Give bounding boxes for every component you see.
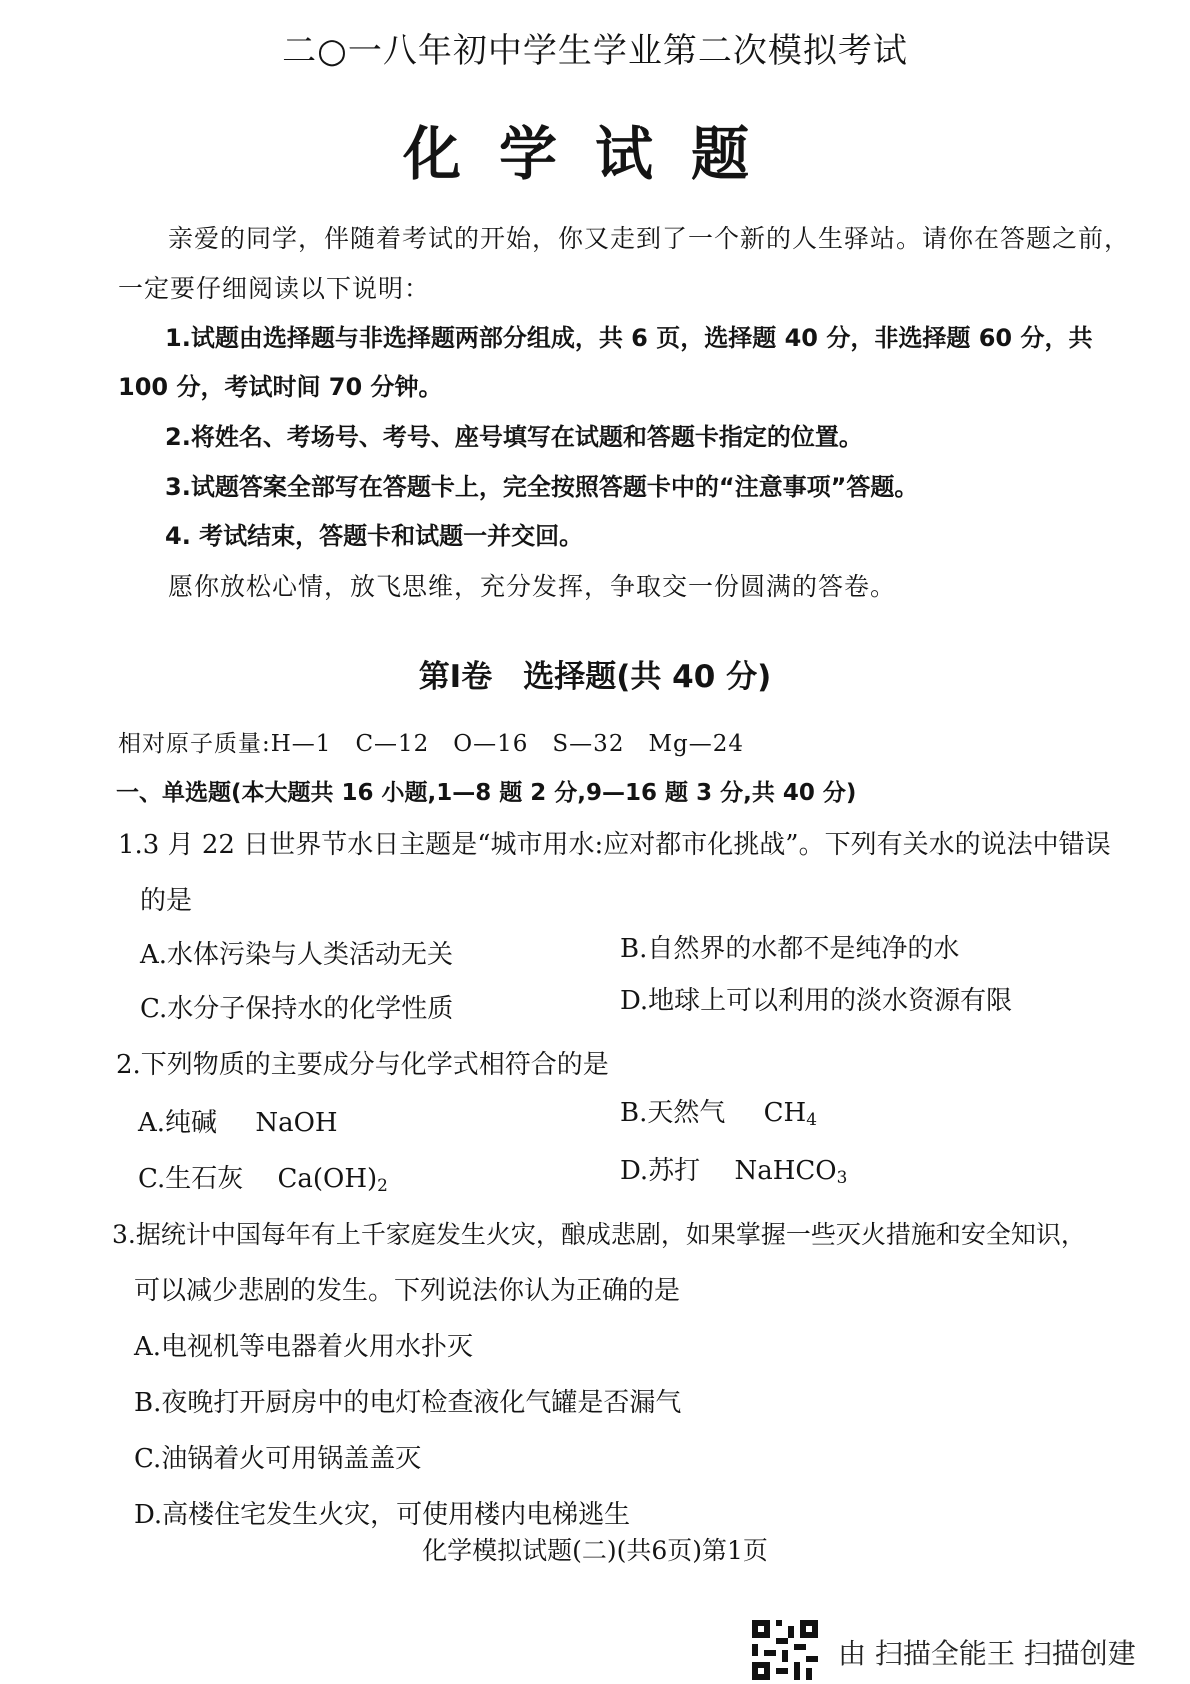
question-2-option-a: [138, 1110, 338, 1136]
option-b-label: B.天然气: [620, 1098, 726, 1128]
option-d-subscript: 3: [836, 1167, 848, 1188]
option-c-formula: Ca(OH): [277, 1164, 378, 1194]
option-d-label: D.苏打: [620, 1156, 701, 1186]
question-3-option-c: C.油锅着火可用锅盖盖灭: [134, 1444, 422, 1474]
qr-code-icon: [752, 1620, 818, 1680]
question-1-stem: 1.3 月 22 日世界节水日主题是“城市用水:应对都市化挑战”。下列有关水的说法中错误: [118, 830, 1111, 860]
question-3-stem-cont: 可以减少悲剧的发生。下列说法你认为正确的是: [134, 1276, 681, 1306]
question-1-option-c: C.水分子保持水的化学性质: [140, 994, 454, 1024]
atomic-masses: 相对原子质量:H—1 C—12 O—16 S—32 Mg—24: [118, 731, 744, 757]
question-3-option-d: D.高楼住宅发生火灾，可使用楼内电梯逃生: [134, 1500, 631, 1530]
question-1-option-b: B.自然界的水都不是纯净的水: [620, 934, 960, 964]
question-2-stem: 2.下列物质的主要成分与化学式相符合的是: [116, 1050, 609, 1080]
wish-line: 愿你放松心情，放飞思维，充分发挥，争取交一份圆满的答卷。: [168, 572, 897, 601]
option-b-subscript: 4: [806, 1109, 817, 1130]
intro-line-1: 亲爱的同学，伴随着考试的开始，你又走到了一个新的人生驿站。请你在答题之前，: [168, 224, 1131, 253]
subject-title: 化学试题: [402, 120, 787, 188]
intro-line-2: 一定要仔细阅读以下说明：: [118, 274, 431, 303]
option-c-label: C.生石灰: [138, 1164, 244, 1194]
question-1-stem-cont: 的是: [140, 886, 193, 916]
part-title: 一、单选题(本大题共 16 小题,1—8 题 2 分,9—16 题 3 分,共 40 分): [116, 780, 857, 806]
page-footer: 化学模拟试题(二)(共6页)第1页: [422, 1536, 768, 1565]
scanner-watermark: 由 扫描全能王 扫描创建: [838, 1637, 1136, 1670]
question-2-option-c: [138, 1166, 388, 1194]
question-3-stem: 3.据统计中国每年有上千家庭发生火灾，酿成悲剧，如果掌握一些灭火措施和安全知识，: [112, 1220, 1086, 1249]
instruction-3: 3.试题答案全部写在答题卡上，完全按照答题卡中的“注意事项”答题。: [165, 473, 919, 501]
instruction-4: 4. 考试结束，答题卡和试题一并交回。: [165, 522, 584, 550]
instruction-1a: 1.试题由选择题与非选择题两部分组成，共 6 页，选择题 40 分，非选择题 60 分，共: [165, 324, 1093, 352]
option-c-subscript: 2: [377, 1175, 388, 1196]
section-heading: 第Ⅰ卷 选择题(共 40 分): [418, 659, 772, 695]
instruction-1b: 100 分，考试时间 70 分钟。: [118, 373, 443, 401]
question-2-option-b: [620, 1100, 817, 1128]
question-1-option-a: A.水体污染与人类活动无关: [140, 940, 454, 970]
question-3-option-b: B.夜晚打开厨房中的电灯检查液化气罐是否漏气: [134, 1388, 682, 1418]
option-b-formula: CH: [763, 1098, 807, 1128]
question-1-option-d: D.地球上可以利用的淡水资源有限: [620, 986, 1013, 1016]
instruction-2: 2.将姓名、考场号、考号、座号填写在试题和答题卡指定的位置。: [165, 423, 863, 451]
option-d-formula: NaHCO: [734, 1156, 837, 1186]
option-a-label: A.纯碱: [138, 1108, 218, 1138]
question-3-option-a: A.电视机等电器着火用水扑灭: [134, 1332, 474, 1362]
exam-title: 二○一八年初中学生学业第二次模拟考试: [282, 31, 908, 71]
question-2-option-d: [620, 1158, 847, 1186]
option-a-formula: NaOH: [255, 1108, 338, 1138]
